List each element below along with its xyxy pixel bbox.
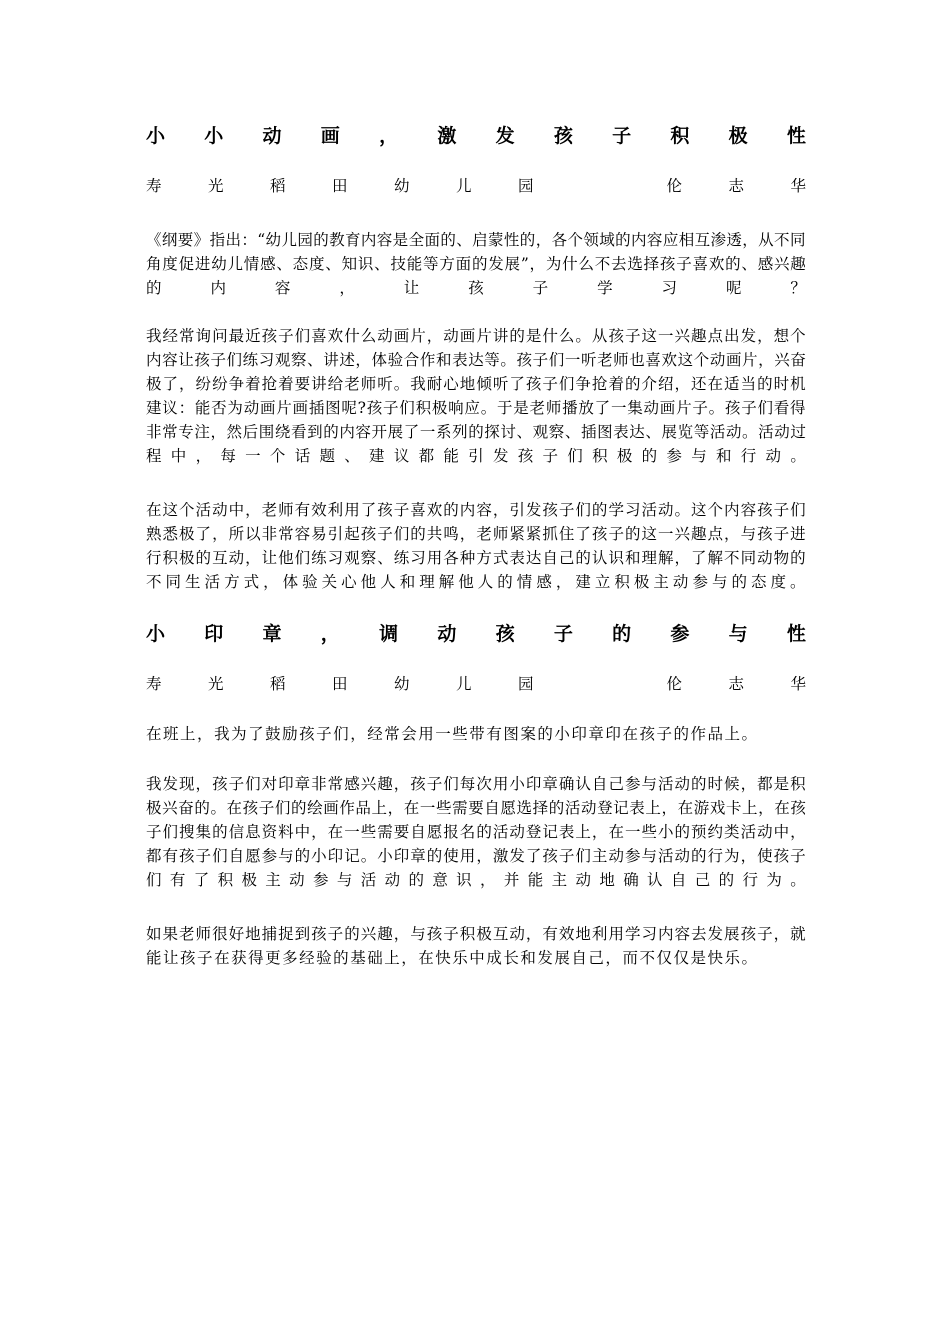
article1-p3-line2: 熟 悉 极 了 ， 所 以 非 常 容 易 引 起 孩 子 们 的 共 鸣 ， 老 师 紧 紧 抓 住 了 孩 子 的 这 一 兴 趣 点 ， 与 孩 子 进 <box>146 525 806 543</box>
article1-p3-line4: 不 同 生 活 方 式 ， 体 验 关 心 他 人 和 理 解 他 人 的 情 感 ， 建 立 积 极 主 动 参 与 的 态 度 。 <box>146 573 806 591</box>
article2-p2-line5: 们 有 了 积 极 主 动 参 与 活 动 的 意 识 ， 并 能 主 动 地 确 认 自 己 的 行 为 。 <box>146 871 806 889</box>
article2-p2-line3: 子 们 搜 集 的 信 息 资 料 中 ， 在 一 些 需 要 自 愿 报 名 的 活 动 登 记 表 上 ， 在 一 些 小 的 预 约 类 活 动 中 ， <box>146 823 806 841</box>
article1-p1-line2: 角 度 促 进 幼 儿 情 感 、 态 度 、 知 识 、 技 能 等 方 面 的 发 展 ” ， 为 什 么 不 去 选 择 孩 子 喜 欢 的 、 感 兴 趣 <box>146 255 806 273</box>
article2-p1-line1: 在 班 上 ， 我 为 了 鼓 励 孩 子 们 ， 经 常 会 用 一 些 带 有 图 案 的 小 印 章 印 在 孩 子 的 作 品 上 。 <box>146 725 759 743</box>
article1-p1-line3: 的 内 容 ， 让 孩 子 学 习 呢 ？ <box>146 279 806 297</box>
article2-p2-line4: 都 有 孩 子 们 自 愿 参 与 的 小 印 记 。 小 印 章 的 使 用 ， 激 发 了 孩 子 们 主 动 参 与 活 动 的 行 为 ， 使 孩 子 <box>146 847 806 865</box>
article1-title: 小 小 动 画 ， 激 发 孩 子 积 极 性 <box>146 125 806 147</box>
article1-p3-line1: 在 这 个 活 动 中 ， 老 师 有 效 利 用 了 孩 子 喜 欢 的 内 容 ， 引 发 孩 子 们 的 学 习 活 动 。 这 个 内 容 孩 子 们 <box>146 501 806 519</box>
article1-p2-line4: 建 议 ： 能 否 为 动 画 片 画 插 图 呢 ? 孩 子 们 积 极 响 应 。 于 是 老 师 播 放 了 一 集 动 画 片 子 。 孩 子 们 看 得 <box>146 399 806 417</box>
article1-p2-line6: 程 中 ， 每 一 个 话 题 、 建 议 都 能 引 发 孩 子 们 积 极 的 参 与 和 行 动 。 <box>146 447 806 465</box>
article2-p2-line1: 我 发 现 ， 孩 子 们 对 印 章 非 常 感 兴 趣 ， 孩 子 们 每 次 用 小 印 章 确 认 自 己 参 与 活 动 的 时 候 ， 都 是 积 <box>146 775 806 793</box>
article1-p2-line3: 极 了 ， 纷 纷 争 着 抢 着 要 讲 给 老 师 听 。 我 耐 心 地 倾 听 了 孩 子 们 争 抢 着 的 介 绍 ， 还 在 适 当 的 时 机 <box>146 375 806 393</box>
article1-p1-line1: 《 纲 要 》 指 出 ： “ 幼 儿 园 的 教 育 内 容 是 全 面 的 、 启 蒙 性 的 ， 各 个 领 域 的 内 容 应 相 互 渗 透 ， 从 不 同 <box>146 231 806 249</box>
article1-p3-line3: 行 积 极 的 互 动 ， 让 他 们 练 习 观 察 、 练 习 用 各 种 方 式 表 达 自 己 的 认 识 和 理 解 ， 了 解 不 同 动 物 的 <box>146 549 806 567</box>
article1-p2-line2: 内 容 让 孩 子 们 练 习 观 察 、 讲 述 ， 体 验 合 作 和 表 达 等 。 孩 子 们 一 听 老 师 也 喜 欢 这 个 动 画 片 ， 兴 奋 <box>146 351 806 369</box>
article2-title: 小 印 章 ， 调 动 孩 子 的 参 与 性 <box>146 623 806 645</box>
article2-byline: 寿 光 稻 田 幼 儿 园 伦 志 华 <box>146 675 806 693</box>
article1-p2-line1: 我 经 常 询 问 最 近 孩 子 们 喜 欢 什 么 动 画 片 ， 动 画 片 讲 的 是 什 么 。 从 孩 子 这 一 兴 趣 点 出 发 ， 想 个 <box>146 327 806 345</box>
article2-p3-line2: 能 让 孩 子 在 获 得 更 多 经 验 的 基 础 上 ， 在 快 乐 中 成 长 和 发 展 自 己 ， 而 不 仅 仅 是 快 乐 。 <box>146 949 759 967</box>
article2-p3-line1: 如 果 老 师 很 好 地 捕 捉 到 孩 子 的 兴 趣 ， 与 孩 子 积 极 互 动 ， 有 效 地 利 用 学 习 内 容 去 发 展 孩 子 ， 就 <box>146 925 806 943</box>
article1-p2-line5: 非 常 专 注 ， 然 后 围 绕 看 到 的 内 容 开 展 了 一 系 列 的 探 讨 、 观 察 、 插 图 表 达 、 展 览 等 活 动 。 活 动 过 <box>146 423 806 441</box>
article1-byline: 寿 光 稻 田 幼 儿 园 伦 志 华 <box>146 177 806 195</box>
article2-p2-line2: 极 兴 奋 的 。 在 孩 子 们 的 绘 画 作 品 上 ， 在 一 些 需 要 自 愿 选 择 的 活 动 登 记 表 上 ， 在 游 戏 卡 上 ， 在 孩 <box>146 799 806 817</box>
